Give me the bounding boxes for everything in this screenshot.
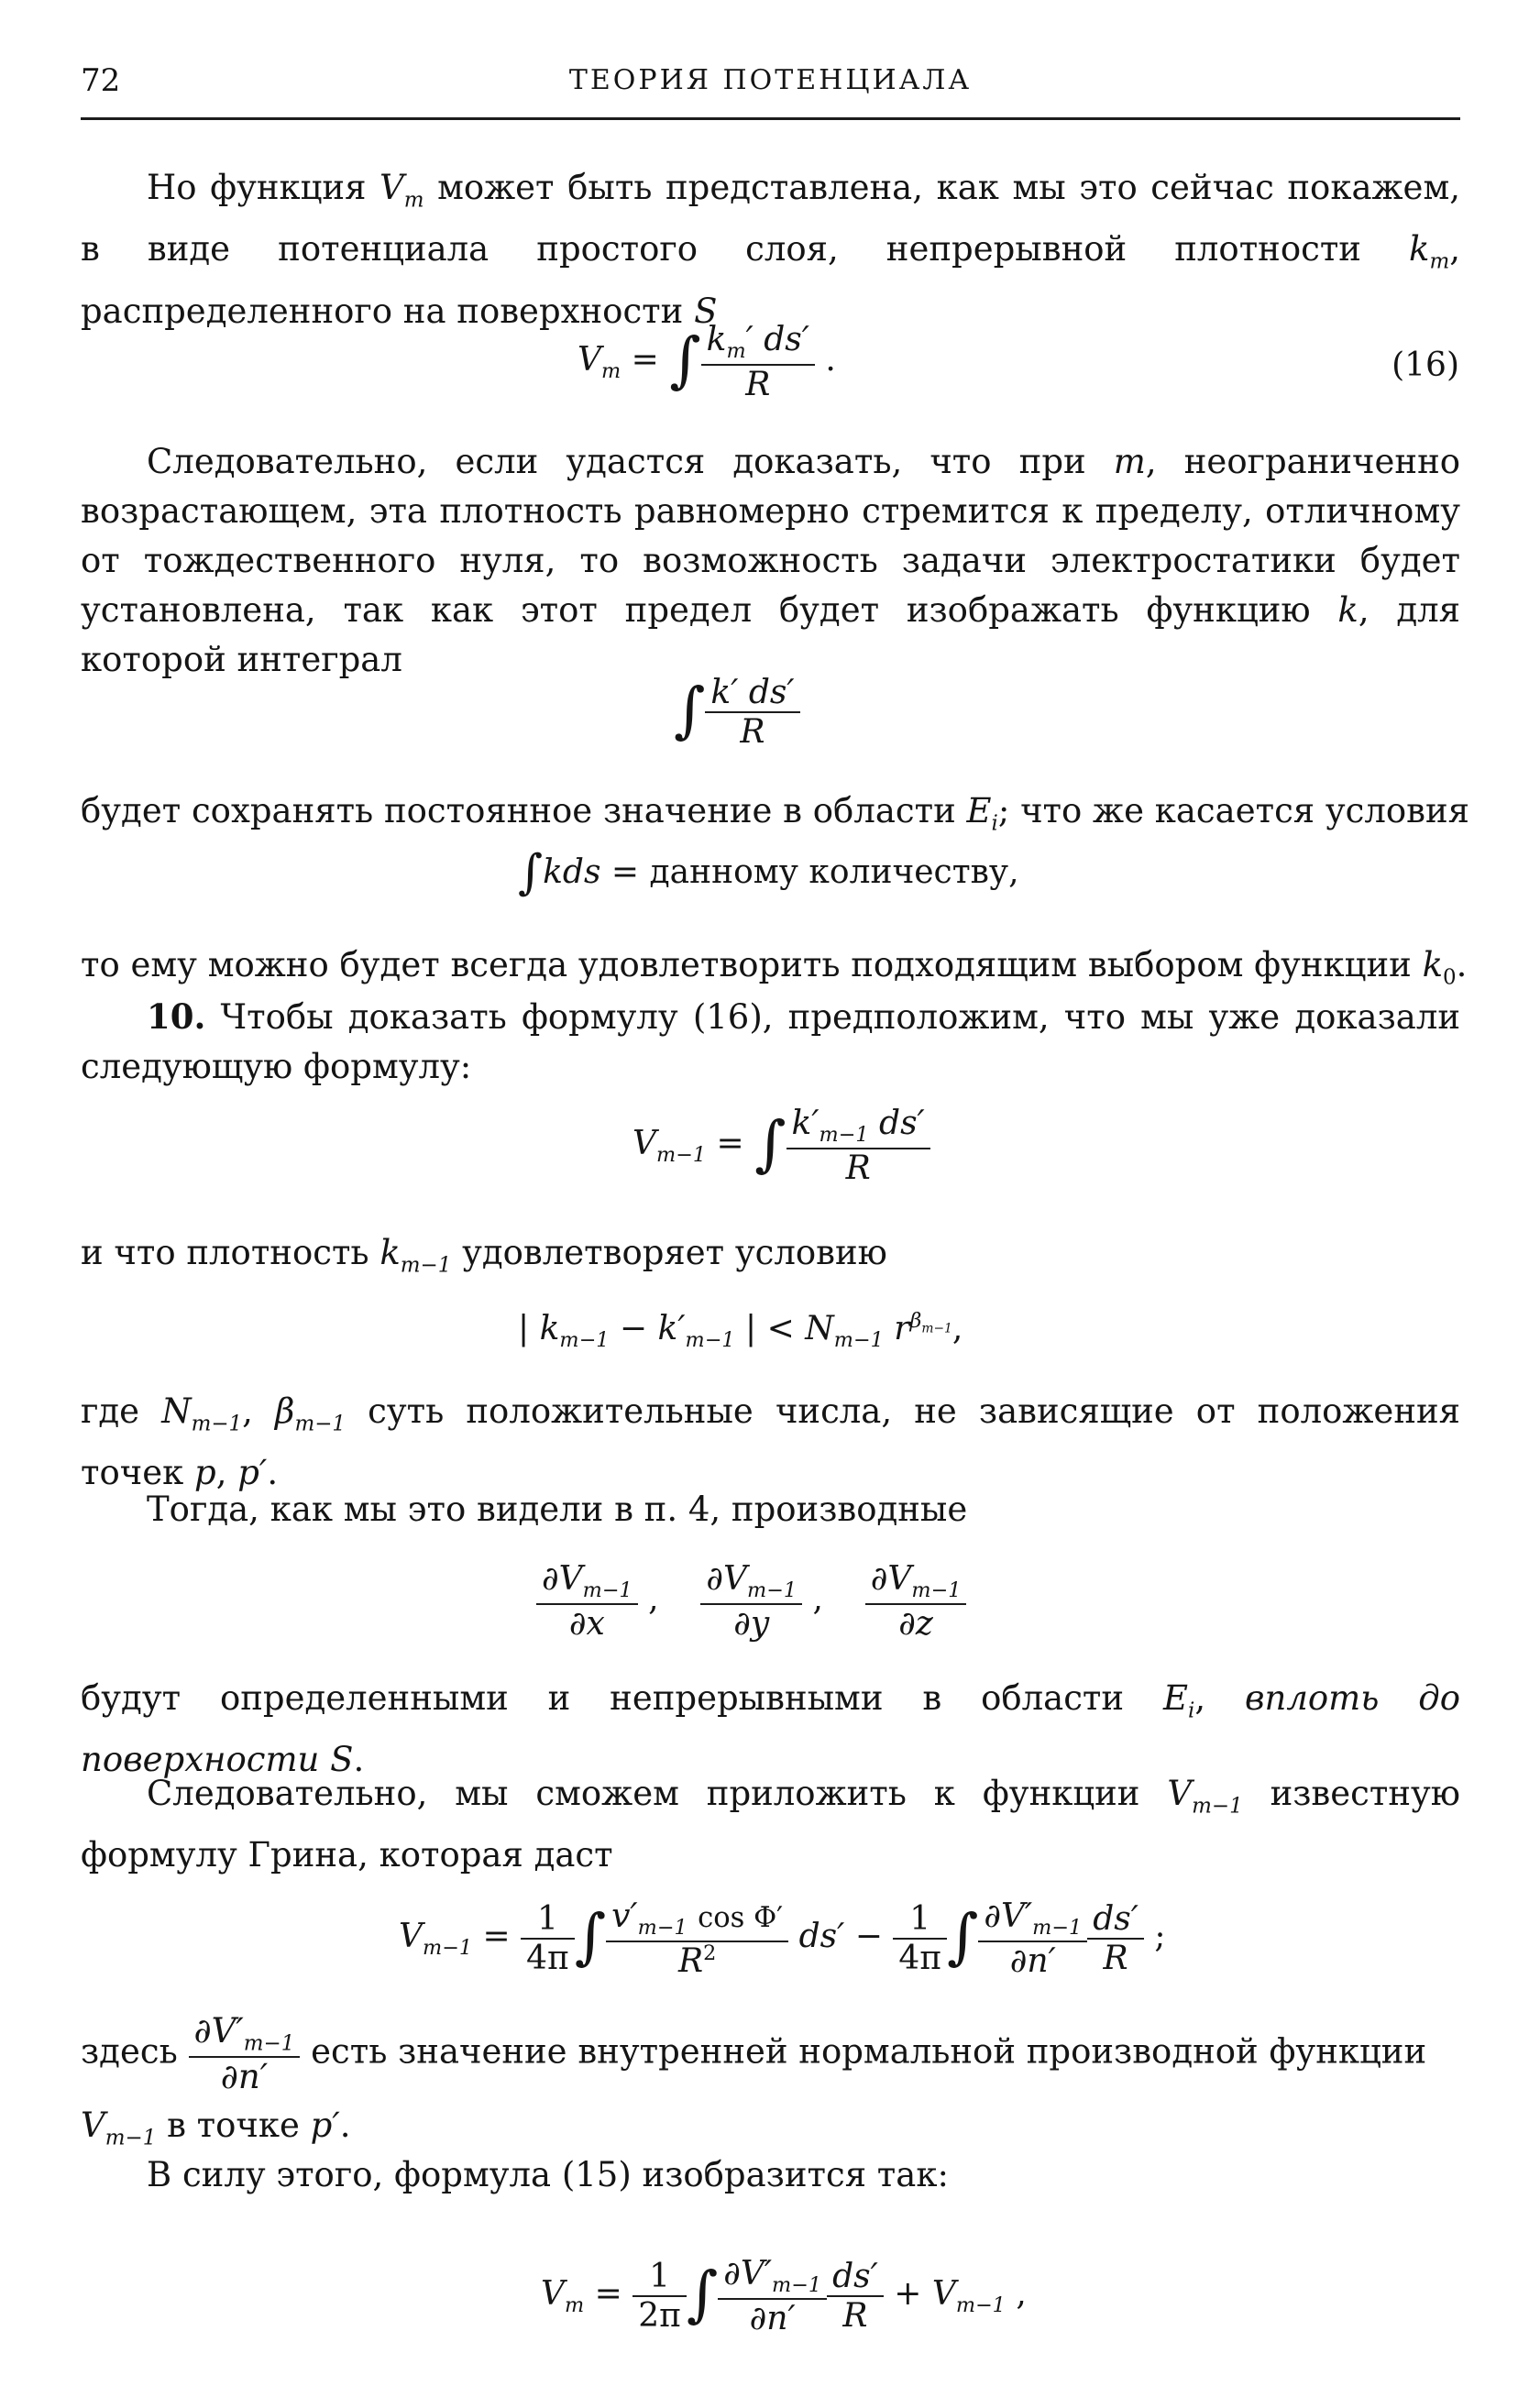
- equation-kds: ∫kds = данному количеству,: [518, 845, 1019, 900]
- equation-green: $V_{m-1}$ = $\frac{1}{4\pi}$ ∫ $\frac{v'_{m-1} \cos \Phi'}{R^2}$ ds′ − $\frac{1}{4\pi}$ ∫ $\frac{\partial V'_{m-1}}{\partial n'}$ $\frac{ds'}{R}$ ;: [399, 1897, 1166, 1980]
- running-title: ТЕОРИЯ ПОТЕНЦИАЛА: [568, 64, 973, 96]
- paragraph-12: $V_{m-1}$ в точке p′.: [81, 2106, 351, 2150]
- paragraph-4: то ему можно будет всегда удовлетворить подходящим выбором функции $k_0$.: [81, 945, 1468, 990]
- equation-integral-k: ∫ $\frac{k' ds'}{R}$: [674, 674, 800, 752]
- paragraph-13: В силу этого, формула (15) изобразится так:: [147, 2155, 949, 2194]
- paragraph-2: Следовательно, если удастся доказать, что при m, неограниченно возрастающем, эта плотность равномерно стремится к пределу, отличному от тождественного нуля, то возможность задачи электростатики будет установлена, так как этот предел будет изображать функцию k, для которой интеграл: [81, 442, 1461, 679]
- equation-16: $V_m$ = ∫ $\frac{k_m' ds'}{R}$ .: [578, 321, 836, 403]
- page-number: 72: [81, 62, 121, 99]
- equation-number-16: (16): [1392, 346, 1459, 384]
- equation-final: $V_m$ = $\frac{1}{2\pi}$ ∫ $\frac{\partial V'_{m-1}}{\partial n'}$ $\frac{ds'}{R}$ + $V_{m-1}$ ,: [541, 2255, 1027, 2337]
- paragraph-5: 10. Чтобы доказать формулу (16), предположим, что мы уже доказали следующую формулу:: [81, 996, 1460, 1086]
- paragraph-8: Тогда, как мы это видели в п. 4, производные: [147, 1490, 968, 1529]
- paragraph-7: где $N_{m-1}$, $\beta_{m-1}$ суть положительные числа, не зависящие от положения точек p, p′.: [81, 1391, 1460, 1493]
- paragraph-10: Следовательно, мы сможем приложить к функции $V_{m-1}$ известную формулу Грина, которая даст: [81, 1774, 1460, 1875]
- equation-inequality: | $k_{m-1} - k'_{m-1}$ | < $N_{m-1}$ $r^{\beta_{m-1}}$,: [518, 1309, 963, 1353]
- paragraph-6: и что плотность $k_{m-1}$ удовлетворяет условию: [81, 1233, 887, 1278]
- paragraph-9: будут определенными и непрерывными в области $E_i$, вплоть до поверхности S.: [81, 1678, 1461, 1780]
- equation-v-m-minus-1: $V_{m-1}$ = ∫ $\frac{k'_{m-1} ds'}{R}$: [632, 1105, 930, 1187]
- equation-derivatives: $\frac{\partial V_{m-1}}{\partial x}$ , $\frac{\partial V_{m-1}}{\partial y}$ , $\frac{\partial V_{m-1}}{\partial z}$: [536, 1560, 966, 1643]
- paragraph-3: будет сохранять постоянное значение в области $E_i$; что же касается условия: [81, 791, 1470, 836]
- running-header: [81, 62, 1460, 120]
- paragraph-1: Но функция $V_m$ может быть представлена, как мы это сейчас покажем, в виде потенциала простого слоя, непрерывной плотности $k_m$, распределенного на поверхности S: [81, 168, 1460, 331]
- paragraph-11: здесь $\frac{\partial V'_{m-1}}{\partial n'}$ есть значение внутренней нормальной производной функции: [81, 2011, 1427, 2096]
